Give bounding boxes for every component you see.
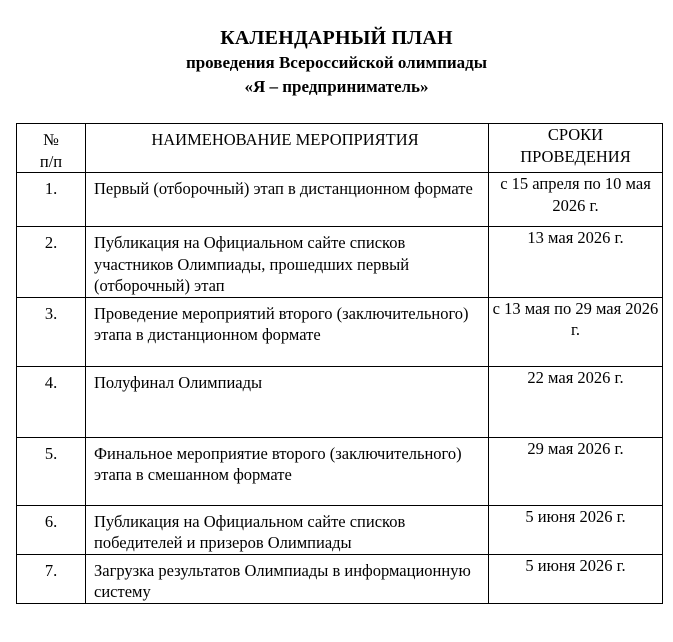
document-header — [0, 26, 673, 97]
schedule-table — [16, 123, 663, 604]
row-dates: 22 мая 2026 г. — [489, 366, 663, 437]
header-number — [17, 124, 86, 173]
table-row — [17, 437, 663, 505]
header-dates — [489, 124, 663, 173]
row-dates: 13 мая 2026 г. — [489, 227, 663, 298]
row-dates: 29 мая 2026 г. — [489, 437, 663, 505]
row-event-name: Первый (отборочный) этап в дистанционном формате — [86, 173, 489, 227]
row-number: 7. — [17, 554, 86, 603]
row-number: 5. — [17, 437, 86, 505]
row-number: 4. — [17, 366, 86, 437]
header-dates-line2: ПРОВЕДЕНИЯ — [520, 146, 631, 166]
table-row — [17, 505, 663, 554]
header-event-name: НАИМЕНОВАНИЕ МЕРОПРИЯТИЯ — [86, 124, 489, 173]
row-event-name: Публикация на Официальном сайте списков участников Олимпиады, прошедших первый (отборочный) этап — [86, 227, 489, 298]
row-event-name: Проведение мероприятий второго (заключительного) этапа в дистанционном формате — [86, 297, 489, 366]
table-row — [17, 366, 663, 437]
row-number: 3. — [17, 297, 86, 366]
row-event-name: Публикация на Официальном сайте списков победителей и призеров Олимпиады — [86, 505, 489, 554]
header-dates-line1: СРОКИ — [547, 125, 604, 144]
table-row — [17, 554, 663, 603]
row-number: 6. — [17, 505, 86, 554]
row-dates: с 15 апреля по 10 мая 2026 г. — [489, 173, 663, 227]
table-row — [17, 297, 663, 366]
row-dates: 5 июня 2026 г. — [489, 505, 663, 554]
document-title: КАЛЕНДАРНЫЙ ПЛАН — [220, 27, 453, 49]
row-number: 2. — [17, 227, 86, 298]
header-number-line2: п/п — [39, 151, 63, 171]
header-number-line1: № — [43, 130, 59, 149]
table-header-row — [17, 124, 663, 173]
row-number: 1. — [17, 173, 86, 227]
row-event-name: Полуфинал Олимпиады — [86, 366, 489, 437]
row-event-name: Финальное мероприятие второго (заключительного) этапа в смешанном формате — [86, 437, 489, 505]
olympiad-name: «Я – предприниматель» — [244, 77, 429, 96]
row-event-name: Загрузка результатов Олимпиады в информационную систему — [86, 554, 489, 603]
table-row — [17, 173, 663, 227]
row-dates: 5 июня 2026 г. — [489, 554, 663, 603]
row-dates: с 13 мая по 29 мая 2026 г. — [489, 297, 663, 366]
document-subtitle: проведения Всероссийской олимпиады — [185, 53, 488, 72]
table-row — [17, 227, 663, 298]
